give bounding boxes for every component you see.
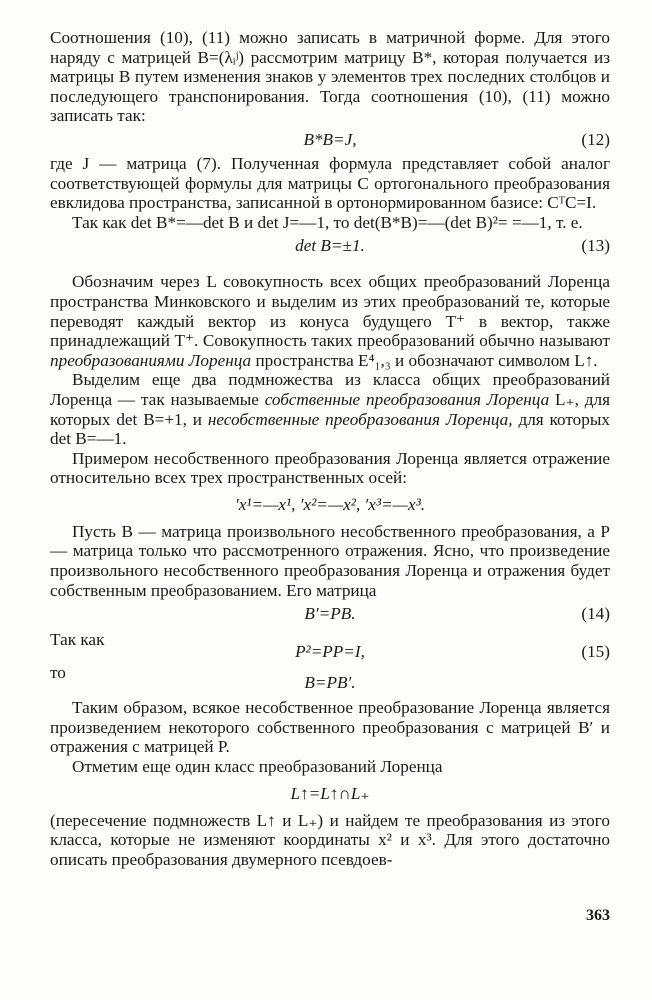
paragraph-thus: Таким образом, всякое несобственное преобразование Лоренца является произведением некоторого собственного преобразования с матрицей B′ и отражения с матрицей P. [50, 698, 610, 757]
text-fragment: L₊, для которых det B=+1, и [50, 389, 610, 429]
paragraph-subsets [50, 370, 610, 448]
equation-15-number: (15) [581, 642, 610, 662]
equation-13-number: (13) [581, 236, 610, 256]
equation-13-formula: det B=±1. [295, 236, 365, 256]
text-fragment: Выделим еще два подмножества из класса общих преобразований Лоренца — так называемые [50, 370, 610, 409]
paragraph-matrix-form: Соотношения (10), (11) можно записать в матричной форме. Для этого наряду с матрицей B=(λᵢʲ) рассмотрим матрицу B*, которая получается из матрицы B путем изменения знаков у элементов трех последних столбцов и последующего транспонирования. Тогда соотношения (10), (11) можно записать так: [50, 28, 610, 126]
paragraph-example-reflection: Примером несобственного преобразования Лоренца является отражение относительно всех трех пространственных осей: [50, 448, 610, 488]
paragraph-another-class: Отметим еще один класс преобразований Лоренца [72, 757, 443, 777]
label-since: Так как [50, 630, 105, 650]
text-fragment: Обозначим через L совокупность всех общих преобразований Лоренца пространства Минковского и выделим из этих преобразований те, которые переводят каждый вектор из конуса будущего T⁺ в вектор, также принадлежащий T⁺. Совокупность таких преобразований обычно называют [50, 272, 610, 351]
italic-term: несобственные преобразования Лоренца, [207, 409, 513, 429]
equation-14 [50, 602, 610, 626]
equation-class [50, 779, 610, 809]
page-body [50, 28, 610, 869]
equation-class-formula: L↑=L↑∩L₊ [290, 783, 370, 803]
page-number: 363 [586, 907, 610, 924]
paragraph-let-b: Пусть B — матрица произвольного несобственного преобразования, а P — матрица только что рассмотренного отражения. Ясно, что произведение произвольного несобственного преобразования Лоренца и отражения будет собственным преобразованием. Его матрица [50, 521, 610, 600]
italic-term: собственные преобразования Лоренца [264, 389, 550, 409]
equation-15 [50, 628, 610, 662]
paragraph-intersection: (пересечение подмножеств L↑ и L₊) и найдем те преобразования из этого класса, которые не изменяют координаты x² и x³. Для этого достаточно описать преобразования двумерного псевдоев- [50, 810, 610, 869]
equation-b-formula: B=PB′. [304, 673, 356, 693]
paragraph-since-det: Так как det B*=—det B и det J=—1, то det(B*B)=—(det B)²= =—1, т. е. [72, 212, 583, 232]
text-fragment: пространства E⁴₁,₃ и обозначают символом L↑. [251, 350, 598, 370]
equation-12-number: (12) [581, 129, 610, 149]
equation-12 [50, 128, 610, 152]
equation-14-number: (14) [581, 604, 610, 624]
paragraph-where-j: где J — матрица (7). Полученная формула представляет собой аналог соответствующей формулы для матрицы C ортогонального преобразования евклидова пространства, записанной в ортонормированном базисе: CᵀC=I. [50, 153, 610, 213]
equation-reflection-formula: ′x¹=—x¹, ′x²=—x², ′x³=—x³. [234, 494, 426, 514]
paragraph-lorentz-set [50, 272, 610, 370]
italic-term: преобразованиями Лоренца [50, 350, 252, 370]
text-fragment: для которых det B=—1. [50, 409, 611, 449]
equation-reflection [50, 490, 610, 520]
equation-b [50, 654, 610, 693]
equation-14-formula: B′=PB. [304, 604, 356, 624]
equation-13 [50, 234, 610, 258]
equation-15-formula: P²=PP=I, [295, 642, 365, 662]
label-then: то [50, 663, 66, 683]
equation-12-formula: B*B=J, [303, 129, 357, 149]
